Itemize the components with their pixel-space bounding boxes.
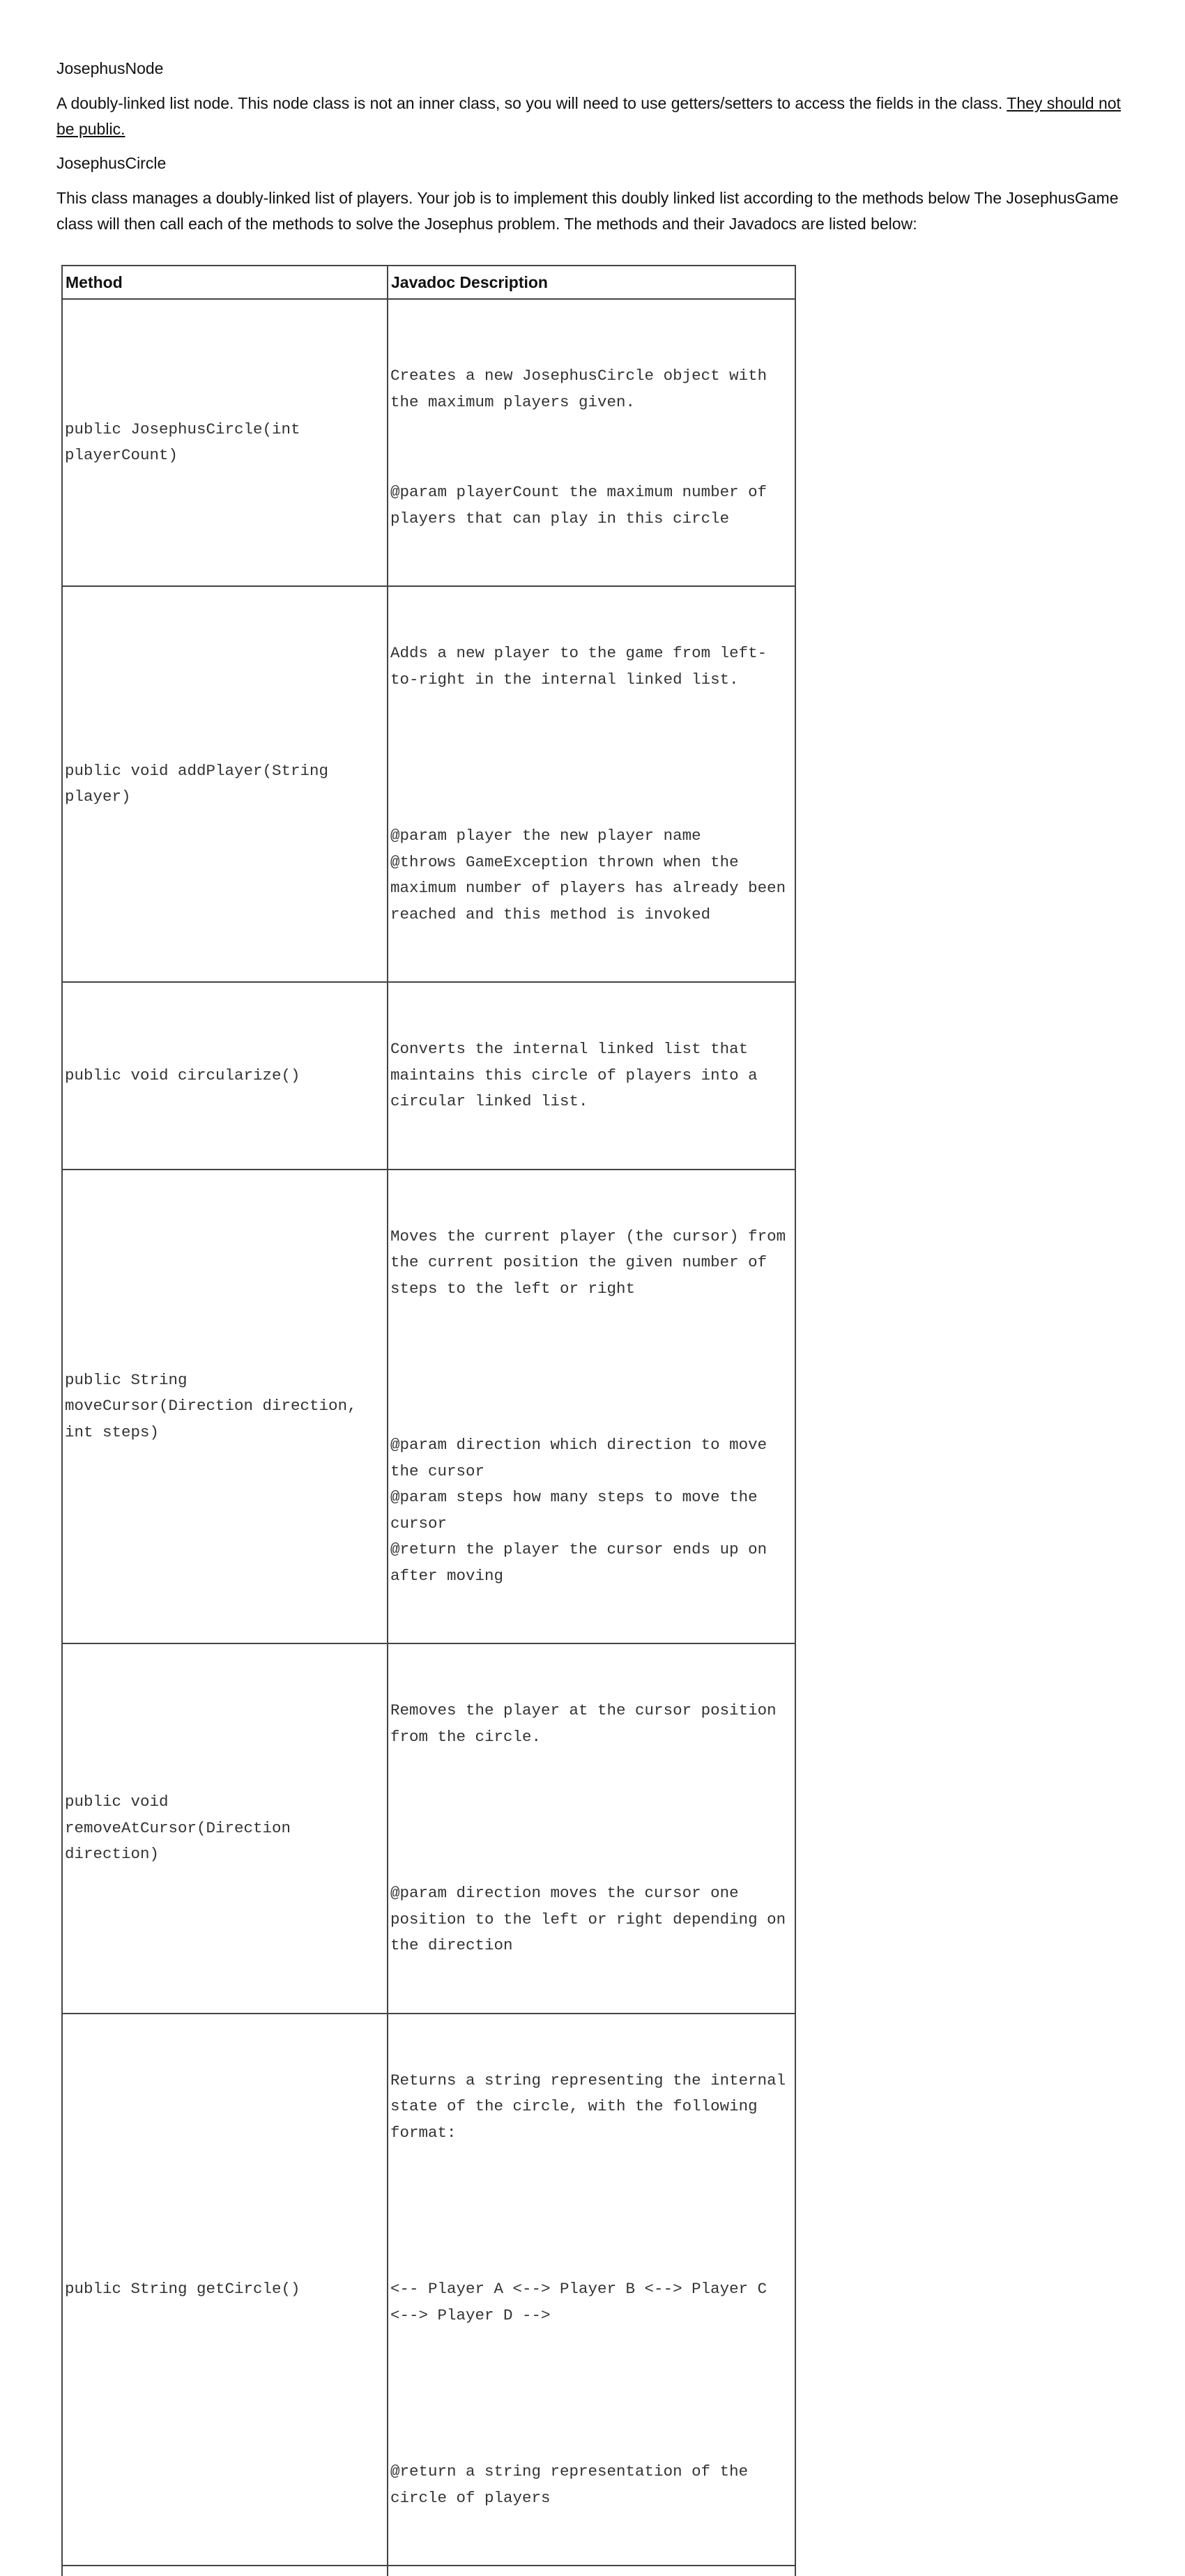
josephus-node-description [56, 91, 1130, 142]
table-header-row [62, 266, 795, 299]
table-row [62, 2014, 795, 2566]
javadoc-summary: Converts the internal linked list that maintains this circle of players into a circular linked list. [390, 1040, 767, 1110]
javadoc-tags: @return a string representation of the circle of players [390, 2462, 758, 2507]
javadoc-description [388, 2014, 795, 2566]
javadoc-summary: Creates a new JosephusCircle object with the maximum players given. [390, 367, 777, 411]
javadoc-format-example: <-- Player A <--> Player B <--> Player C <--> Player D --> [390, 2280, 777, 2324]
josephus-circle-heading: JosephusCircle [56, 154, 167, 172]
javadoc-description [388, 586, 795, 982]
josephus-circle-description: This class manages a doubly-linked list of players. Your job is to implement this doubly linked list according to the methods below The JosephusGame class will then call each of the methods to solve the Josephus problem. The methods and their Javadocs are listed below: [56, 189, 1119, 233]
blank-line [390, 2381, 793, 2407]
josephus-node-heading: JosephusNode [56, 59, 164, 77]
method-signature: public String moveCursor(Direction direction, int steps) [62, 1170, 388, 1644]
javadoc-description [388, 1170, 795, 1644]
blank-line [390, 2198, 793, 2224]
table-cell-continued [62, 2566, 388, 2576]
javadoc-description [388, 1643, 795, 2014]
table-row [62, 1170, 795, 1644]
blank-line [390, 1802, 793, 1828]
javadoc-description [388, 982, 795, 1170]
method-column-header: Method [62, 266, 388, 299]
blank-line [390, 745, 793, 771]
blank-line [390, 1354, 793, 1380]
table-row-continued [62, 2566, 795, 2576]
method-signature: public String getCircle() [62, 2014, 388, 2566]
table-row [62, 586, 795, 982]
javadoc-tags: @param playerCount the maximum number of players that can play in this circle [390, 483, 777, 528]
document-page [56, 56, 1130, 2507]
table-row [62, 299, 795, 586]
javadoc-tags: @param direction which direction to move the cursor @param steps how many steps to move the cursor @return the player the cursor ends up on after moving [390, 1436, 767, 1585]
javadoc-summary: Adds a new player to the game from left-to-right in the internal linked list. [390, 644, 767, 689]
javadoc-summary: Returns a string representing the internal state of the circle, with the following format: [390, 2071, 795, 2142]
method-signature: public void circularize() [62, 982, 388, 1170]
javadoc-summary: Removes the player at the cursor position from the circle. [390, 1701, 786, 1746]
javadoc-tags: @param player the new player name @throws GameException thrown when the maximum number of players has already been reached and this method is invoked [390, 827, 786, 923]
method-signature: public void removeAtCursor(Direction direction) [62, 1643, 388, 2014]
node-description-text: A doubly-linked list node. This node class is not an inner class, so you will need to use getters/setters to access the fields in the class. [56, 94, 1007, 112]
methods-table [61, 265, 796, 2576]
javadoc-summary: Moves the current player (the cursor) from the current position the given number of steps to the left or right [390, 1227, 795, 1298]
javadoc-description [388, 299, 795, 586]
javadoc-tags: @param direction moves the cursor one position to the left or right depending on the direction [390, 1884, 795, 1954]
table-row [62, 982, 795, 1170]
table-cell-continued [388, 2566, 795, 2576]
javadoc-column-header: Javadoc Description [388, 266, 795, 299]
method-signature: public JosephusCircle(int playerCount) [62, 299, 388, 586]
method-signature: public void addPlayer(String player) [62, 586, 388, 982]
node-description-underlined: They should not be public. [56, 94, 1121, 138]
table-row [62, 1643, 795, 2014]
